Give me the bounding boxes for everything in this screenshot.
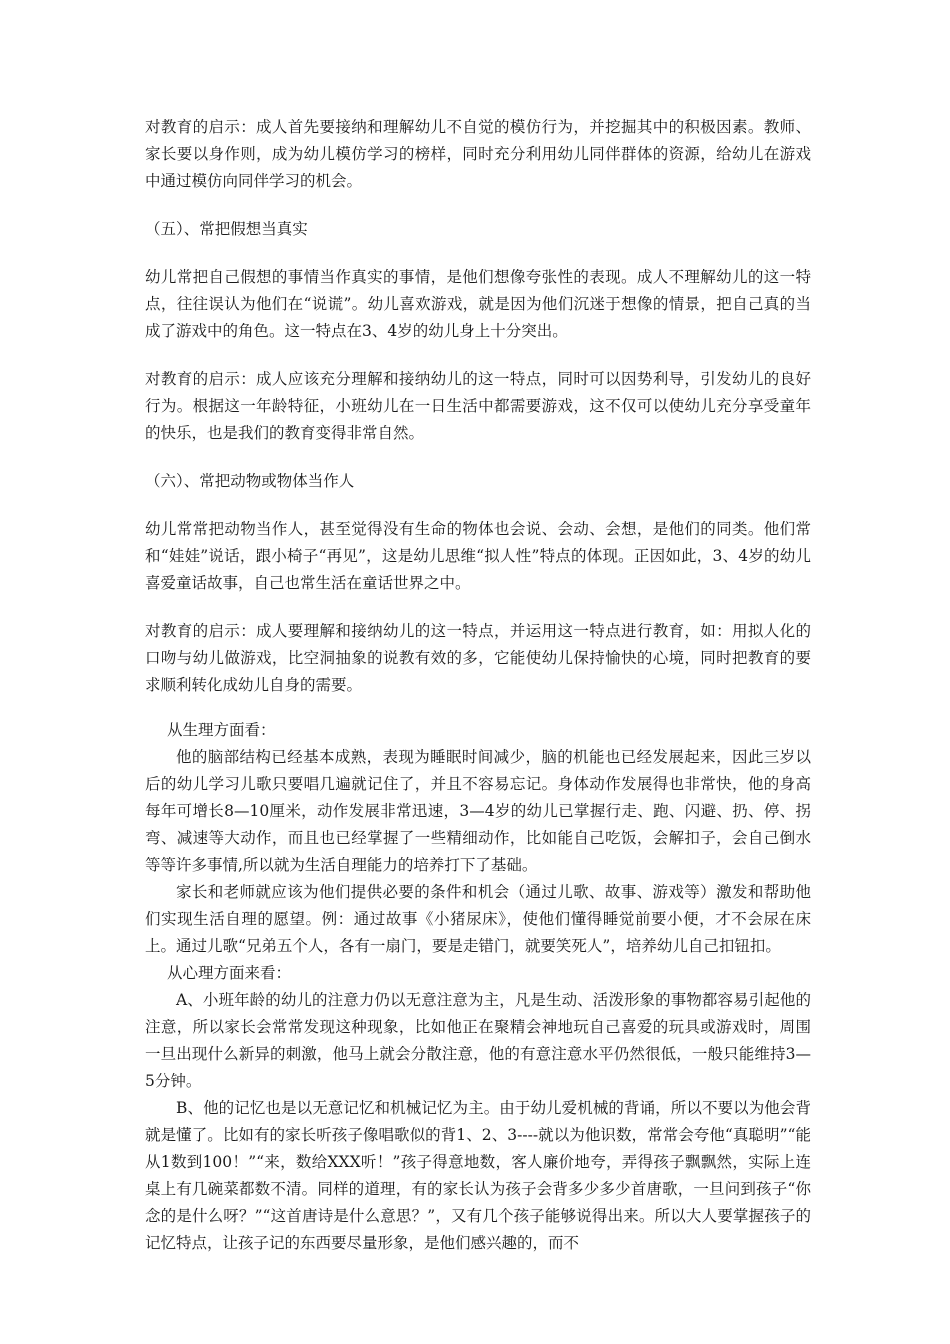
- paragraph-attention: A、小班年龄的幼儿的注意力仍以无意注意为主，凡是生动、活泼形象的事物都容易引起他的注意，所以家长会常常发现这种现象，比如他正在聚精会神地玩自己喜爱的玩具或游戏时，周围一旦出现什么新异的刺激，他马上就会分散注意，他的有意注意水平仍然很低，一般只能维持3—5分钟。: [145, 991, 811, 1090]
- education-insight-imitation: 对教育的启示：成人首先要接纳和理解幼儿不自觉的模仿行为，并挖掘其中的积极因素。教师、家长要以身作则，成为幼儿模仿学习的榜样，同时充分利用幼儿同伴群体的资源，给幼儿在游戏中通过模仿向同伴学习的机会。: [145, 118, 811, 190]
- paragraph-self-care: 家长和老师就应该为他们提供必要的条件和机会（通过儿歌、故事、游戏等）激发和帮助他们实现生活自理的愿望。例：通过故事《小猪尿床》，使他们懂得睡觉前要小便，才不会尿在床上。通过儿歌“兄弟五个人，各有一扇门，要是走错门，就要笑死人”，培养幼儿自己扣钮扣。: [145, 883, 811, 955]
- psychology-label: 从心理方面来看：: [167, 964, 292, 982]
- section-heading-six: （六）、常把动物或物体当作人: [145, 472, 355, 490]
- document-page: [145, 114, 811, 1257]
- paragraph-physiology: 他的脑部结构已经基本成熟，表现为睡眠时间减少，脑的机能也已经发展起来，因此三岁以后的幼儿学习儿歌只要唱几遍就记住了，并且不容易忘记。身体动作发展得也非常快，他的身高每年可增长8—10厘米，动作发展非常迅速，3—4岁的幼儿已掌握行走、跑、闪避、扔、停、拐弯、减速等大动作，而且也已经掌握了一些精细动作，比如能自己吃饭，会解扣子，会自己倒水等等许多事情,所以就为生活自理能力的培养打下了基础。: [145, 748, 811, 874]
- education-insight-animism: 对教育的启示：成人要理解和接纳幼儿的这一特点，并运用这一特点进行教育，如：用拟人化的口吻与幼儿做游戏，比空洞抽象的说教有效的多，它能使幼儿保持愉快的心境，同时把教育的要求顺利转化成幼儿自身的需要。: [145, 622, 811, 694]
- education-insight-imagination: 对教育的启示：成人应该充分理解和接纳幼儿的这一特点，同时可以因势利导，引发幼儿的良好行为。根据这一年龄特征，小班幼儿在一日生活中都需要游戏，这不仅可以使幼儿充分享受童年的快乐，也是我们的教育变得非常自然。: [145, 370, 811, 442]
- physiology-label: 从生理方面看：: [167, 721, 276, 739]
- section-heading-five: （五）、常把假想当真实: [145, 220, 308, 238]
- paragraph-memory: B、他的记忆也是以无意记忆和机械记忆为主。由于幼儿爱机械的背诵，所以不要以为他会背就是懂了。比如有的家长听孩子像唱歌似的背1、2、3----就以为他识数，常常会夸他“真聪明”“能从1数到100！”“来，数给XXX听！”孩子得意地数，客人廉价地夸，弄得孩子飘飘然，实际上连桌上有几碗菜都数不清。同样的道理，有的家长认为孩子会背多少多少首唐歌，一旦问到孩子“你念的是什么呀？”“这首唐诗是什么意思？”，又有几个孩子能够说得出来。所以大人要掌握孩子的记忆特点，让孩子记的东西要尽量形象，是他们感兴趣的，而不: [145, 1099, 811, 1252]
- paragraph-imagination: 幼儿常把自己假想的事情当作真实的事情，是他们想像夸张性的表现。成人不理解幼儿的这一特点，往往误认为他们在“说谎”。幼儿喜欢游戏，就是因为他们沉迷于想像的情景，把自己真的当成了游戏中的角色。这一特点在3、4岁的幼儿身上十分突出。: [145, 268, 811, 340]
- paragraph-animism: 幼儿常常把动物当作人，甚至觉得没有生命的物体也会说、会动、会想，是他们的同类。他们常和“娃娃”说话，跟小椅子“再见”，这是幼儿思维“拟人性”特点的体现。正因如此，3、4岁的幼儿喜爱童话故事，自己也常生活在童话世界之中。: [145, 520, 811, 592]
